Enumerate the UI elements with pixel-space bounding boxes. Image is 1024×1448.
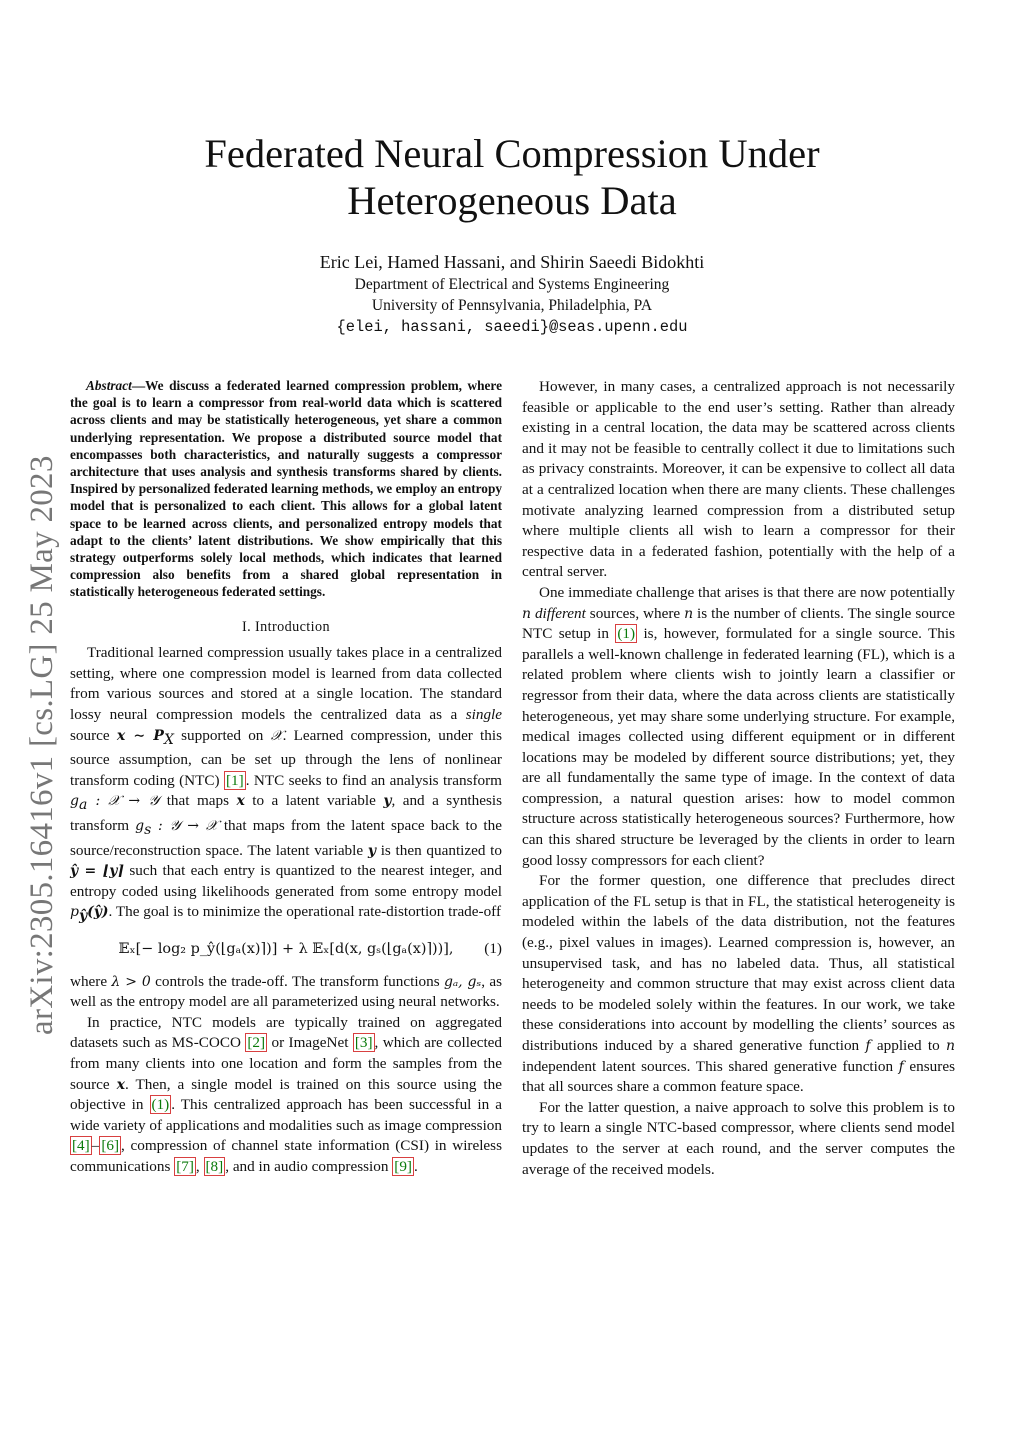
citation-7[interactable]: [7] (176, 1158, 194, 1176)
citation-6[interactable]: [6] (101, 1137, 120, 1155)
citation-2[interactable]: [2] (247, 1034, 266, 1052)
left-column (70, 377, 502, 1178)
right-paragraph-4: For the latter question, a naive approach to solve this problem is to try to learn a single NTC-based compressor, where clients send model updates to the server at each round, and the server computes the average of the received models. (522, 1098, 955, 1178)
intro-paragraph-1: Traditional learned compression usually takes place in a centralized setting, where one compression model is learned from data collected from various sources and stored at a single location. The standard lossy neural compression models the centralized data as a single source x ∼ $P_X$ supported on 𝒳. Learned compression, under this source assumption, can be set up through the lens of nonlinear transform coding (NTC) [1] . NTC seeks to find an analysis transform $g_a$ : 𝒳 → 𝒴 that maps x to a latent variable y, and a synthesis transform $g_s$ : 𝒴 → 𝒳 that maps from the latent space back to the source/reconstruction space. The latent variable y is then quantized to ŷ = ⌊y⌉ such that each entry is quantized to the nearest integer, and entropy coded using likelihoods generated from some entropy model $p_ŷ(ŷ)$. The goal is to minimize the operational rate-distortion trade-off (70, 644, 503, 925)
citation-1[interactable]: [1] (226, 771, 244, 789)
authors: Eric Lei, Hamed Hassani, and Shirin Saeedi Bidokhti (319, 252, 705, 272)
equation-ref-1[interactable]: (1) (151, 1096, 170, 1114)
right-paragraph-1: However, in many cases, a centralized approach is not necessarily feasible or applicable to the end user’s setting. Rather than already existing in a central location, the data may be scattered across clients and it may not be feasible to centrally collect it due to limitations such as privacy constraints. Moreover, it can be expensive to collect all data at a centralized location when there are many clients. These challenges motivate analyzing learned compression from a distributed setup where multiple clients all wish to learn a compressor for their respective data in a federated fashion, potentially with the help of a central server. (522, 378, 955, 581)
equation-1-body: 𝔼ₓ[− log₂ p_ŷ(⌊gₐ(x)⌉)] + λ 𝔼ₓ[d(x, gₛ(⌊gₐ(x)⌉))], (118, 941, 454, 958)
intro-paragraph-2: where λ > 0 controls the trade-off. The transform functions gₐ, gₛ, as well as the entropy model are all parameterized using neural networks. (70, 972, 502, 1011)
citation-4[interactable]: [4] (72, 1137, 90, 1155)
intro-paragraph-3: In practice, NTC models are typically trained on aggregated datasets such as MS-COCO [2] or ImageNet [3] , which are collected from many clients into one location and form the samples from the source x. Then, a single model is trained on this source using the objective in (1) . This centralized approach has been successful in a wide variety of applications and modalities such as image compression [4] – [6] , compression of channel state information (CSI) in wireless communications [7] , [8] , and in audio compression [9] . (70, 1013, 503, 1176)
equation-1-number: (1) (484, 940, 502, 958)
citation-8[interactable]: [8] (205, 1158, 224, 1176)
section-heading-introduction: I. Introduction (242, 618, 330, 635)
university: University of Pennsylvania, Philadelphia, PA (371, 297, 653, 314)
email[interactable]: {elei, hassani, saeedi}@seas.upenn.edu (336, 318, 688, 336)
right-paragraph-2: One immediate challenge that arises is that there are now potentially n different sources, where n is the number of clients. The single source NTC setup in (1) is, however, formulated for a single source. This parallels a well-known challenge in federated learning (FL), which is a related problem where clients wish to jointly learn a classifier or regressor from their data, where the data across clients are statistically heterogeneous, yet may share some underlying structure. For example, medical images collected using different equipment or in different locations may be modeled by different source distributions; yet, they are all fundamentally the same type of image. In the context of data compression, a natural question arises: how to model common structure across statistically heterogeneous sources? Furthermore, how can this shared structure be leveraged by the clients in order to learn good lossy compressors for each client? (522, 583, 955, 869)
paper-title (100, 130, 924, 224)
equation-1 (70, 939, 502, 960)
title-line-1: Federated Neural Compression Under (204, 131, 820, 176)
right-column (522, 377, 955, 1180)
right-paragraph-3: For the former question, one difference that precludes direct application of the FL setup is that in FL, the statistical heterogeneity is modeled within the labels of the data distribution, not the features (e.g., pixel values in images). Learned compression is, however, an unsupervised task, and has no labeled data. Thus, all statistical heterogeneity and common structure that may exist across client data needs to be modeled solely within the features. In our work, we take these considerations into account by modelling the clients’ sources as distributions induced by a shared generative function f applied to n independent latent sources. This shared generative function f ensures that all sources share a common feature space. (522, 872, 955, 1096)
department: Department of Electrical and Systems Engineering (354, 276, 670, 293)
abstract (70, 377, 502, 601)
equation-ref-1-right[interactable]: (1) (617, 625, 636, 643)
arxiv-stamp-text: arXiv:2305.16416v1 [cs.LG] 25 May 2023 (24, 455, 60, 1035)
abstract-label: Abstract (86, 378, 132, 393)
citation-9[interactable]: [9] (394, 1158, 412, 1176)
title-line-2: Heterogeneous Data (347, 178, 677, 223)
citation-3[interactable]: [3] (354, 1034, 373, 1052)
abstract-text: —We discuss a federated learned compression problem, where the goal is to learn a compressor from real-world data which is scattered across clients and may be statistically heterogeneous, yet share a common underlying representation. We propose a distributed source model that encompasses both characteristics, and naturally suggests a compressor architecture that uses analysis and synthesis transforms shared by clients. Inspired by personalized federated learning methods, we employ an entropy model that is personalized to each client. This allows for a global latent space to be learned across clients, and personalized entropy models that adapt to the clients’ latent distributions. We show empirically that this strategy outperforms solely local methods, which indicates that learned compression also benefits from a shared global representation in statistically heterogeneous federated settings. (70, 378, 502, 600)
